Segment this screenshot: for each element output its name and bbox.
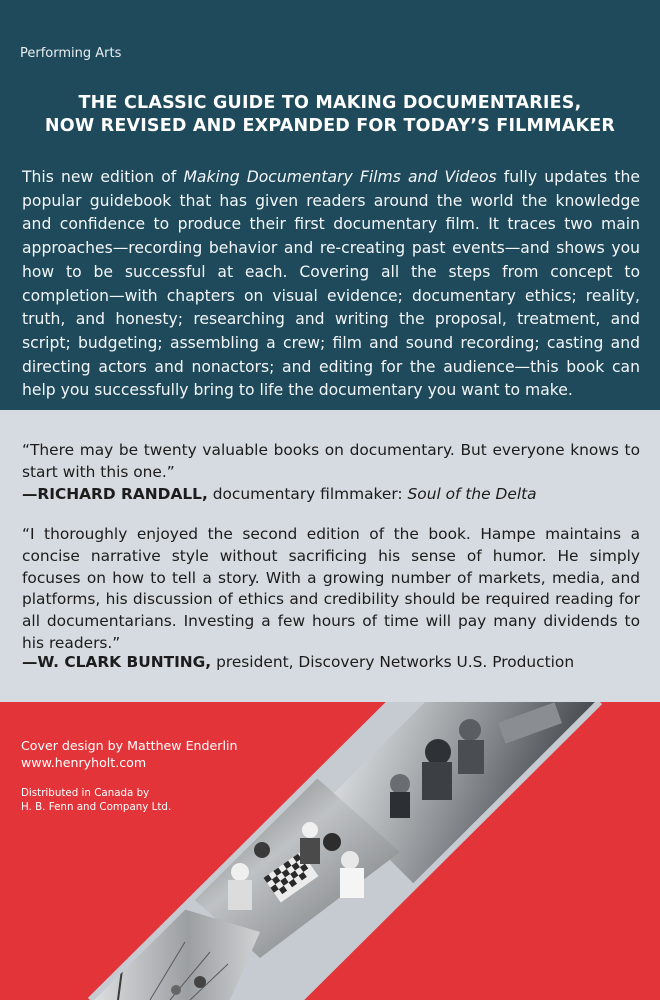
blurb-author-role: president, Discovery Networks U.S. Production — [211, 653, 575, 671]
blurb-author-work: Soul of the Delta — [407, 485, 537, 503]
cover-designer-credit: Cover design by Matthew Enderlin — [21, 738, 238, 753]
blurb-author-name: —RICHARD RANDALL, — [22, 485, 208, 503]
book-description — [22, 166, 640, 403]
category-label: Performing Arts — [20, 46, 122, 61]
distribution-line-2: H. B. Fenn and Company Ltd. — [21, 801, 172, 813]
blurb-quote: “I thoroughly enjoyed the second edition of the book. Hampe maintains a concise narrative style without sacrificing his sense of humor. He simply focuses on how to tell a story. With a growing number of markets, media, and platforms, his discussion of ethics and credibility should be required reading for all documentarians. Investing a few hours of time will pay many dividends to his readers.” — [22, 525, 640, 652]
blurb-attribution — [22, 484, 640, 506]
credits-panel — [0, 702, 660, 1000]
blurbs-panel — [0, 410, 660, 702]
blurb-quote: “There may be twenty valuable books on documentary. But everyone knows to start with this one.” — [22, 441, 640, 481]
book-title: Making Documentary Films and Videos — [183, 168, 497, 186]
blurb-attribution — [22, 652, 640, 674]
publisher-url[interactable]: www.henryholt.com — [21, 755, 147, 770]
description-panel — [0, 0, 660, 410]
headline-line-2: NOW REVISED AND EXPANDED FOR TODAY’S FILMMAKER — [44, 116, 616, 136]
headline-line-1: THE CLASSIC GUIDE TO MAKING DOCUMENTARIES, — [78, 93, 582, 113]
distribution-line-1: Distributed in Canada by — [21, 787, 150, 799]
description-body: fully updates the popular guidebook that has given readers around the world the knowledge and confidence to produce their first documentary film. It traces two main approaches—recording behavior and re-creating past events—and shows you how to be successful at each. Covering all the steps from concept to completion—with chapters on visual evidence; documentary ethics; reality, truth, and honesty; researching and writing the proposal, treatment, and script; budgeting; assembling a crew; film and sound recording; casting and directing actors and nonactors; and editing for the audience—this book can help you successfully bring to life the documentary you want to make. — [22, 168, 641, 400]
blurb-author-role: documentary filmmaker: — [207, 485, 408, 503]
blurb-author-name: —W. CLARK BUNTING, — [22, 653, 212, 671]
description-lead: This new edition of — [22, 168, 184, 186]
headline — [0, 92, 660, 138]
